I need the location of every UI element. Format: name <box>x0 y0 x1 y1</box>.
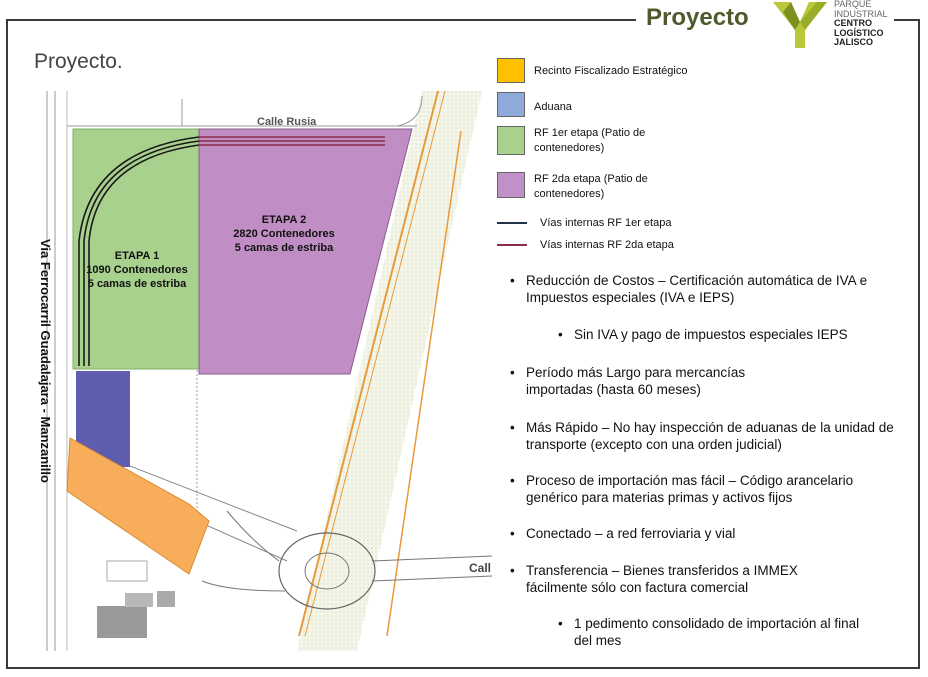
logo-text <box>834 0 888 48</box>
legend-swatch <box>497 58 525 83</box>
bullet-dot-icon: • <box>510 365 515 380</box>
list-item-text: 1 pedimento consolidado de importación al final del mes <box>574 616 860 648</box>
bullet-dot-icon: • <box>558 616 563 631</box>
legend-swatch <box>497 126 525 155</box>
list-item-text: Proceso de importación mas fácil – Código arancelario genérico para materias primas y activos fijos <box>526 473 854 505</box>
logo-line-5: JALISCO <box>834 37 874 47</box>
legend-label: Vías internas RF 1er etapa <box>540 217 672 229</box>
legend-line-swatch <box>497 244 527 246</box>
legend-item-vias-1 <box>497 216 671 231</box>
site-map <box>27 91 492 651</box>
list-item-text: Conectado – a red ferroviaria y vial <box>526 526 736 541</box>
etapa-2-beds: 5 camas de estriba <box>234 242 334 254</box>
list-item <box>510 364 780 398</box>
list-item <box>558 615 878 649</box>
list-item <box>510 419 895 453</box>
etapa-1-beds: 5 camas de estriba <box>87 278 187 290</box>
legend-item-vias-2 <box>497 238 674 253</box>
legend-label: RF 2da etapa (Patio de contenedores) <box>534 173 648 200</box>
list-item <box>510 272 870 306</box>
street-bottom-label: Call <box>469 561 492 575</box>
etapa-1-containers: 1090 Contenedores <box>86 264 188 276</box>
etapa-2-title: ETAPA 2 <box>261 214 307 226</box>
list-item-text: Reducción de Costos – Certificación automática de IVA e Impuestos especiales (IVA e IEPS) <box>526 273 868 305</box>
legend-item-recinto <box>497 58 687 83</box>
logo-line-4: LOGÍSTICO <box>834 27 884 38</box>
list-item <box>510 562 840 596</box>
list-item <box>510 525 900 542</box>
slide-title: Proyecto. <box>34 50 123 73</box>
logo-line-2: INDUSTRIAL <box>834 8 888 19</box>
legend-line-swatch <box>497 222 527 224</box>
bullet-dot-icon: • <box>510 420 515 435</box>
street-top-label: Calle Rusia <box>257 116 317 128</box>
list-item <box>558 326 918 343</box>
legend-item-aduana <box>497 92 572 117</box>
bullet-dot-icon: • <box>558 327 563 342</box>
list-item-text: Transferencia – Bienes transferidos a IMMEX fácilmente sólo con factura comercial <box>526 563 798 595</box>
logo-line-3: CENTRO <box>834 18 872 28</box>
list-item-text: Sin IVA y pago de impuestos especiales IEPS <box>574 327 848 342</box>
legend-label: Recinto Fiscalizado Estratégico <box>534 65 688 77</box>
legend-label: Aduana <box>534 101 572 113</box>
railway-label: Via Ferrocarril Guadalajara - Manzanillo <box>38 239 53 483</box>
bullet-dot-icon: • <box>510 273 515 288</box>
list-item <box>510 472 900 506</box>
legend-swatch <box>497 172 525 198</box>
legend-item-rf1 <box>497 126 684 156</box>
legend-swatch <box>497 92 525 117</box>
bullet-dot-icon: • <box>510 473 515 488</box>
list-item-text: Más Rápido – No hay inspección de aduanas de la unidad de transporte (excepto con una orden judicial) <box>526 420 894 452</box>
frame-top-rule-right <box>894 19 920 21</box>
etapa-2-containers: 2820 Contenedores <box>233 228 335 240</box>
bullet-dot-icon: • <box>510 563 515 578</box>
bullet-dot-icon: • <box>510 526 515 541</box>
etapa-1-title: ETAPA 1 <box>114 250 160 262</box>
frame-top-rule <box>6 19 636 21</box>
list-item-text: Período más Largo para mercancías importadas (hasta 60 meses) <box>526 365 746 397</box>
logo-mark-icon <box>771 0 829 50</box>
legend-item-rf2 <box>497 172 684 202</box>
logo-line-1: PARQUE <box>834 0 872 9</box>
header-title: Proyecto <box>646 4 749 31</box>
legend-label: Vías internas RF 2da etapa <box>540 239 674 251</box>
legend-label: RF 1er etapa (Patio de contenedores) <box>534 127 646 154</box>
